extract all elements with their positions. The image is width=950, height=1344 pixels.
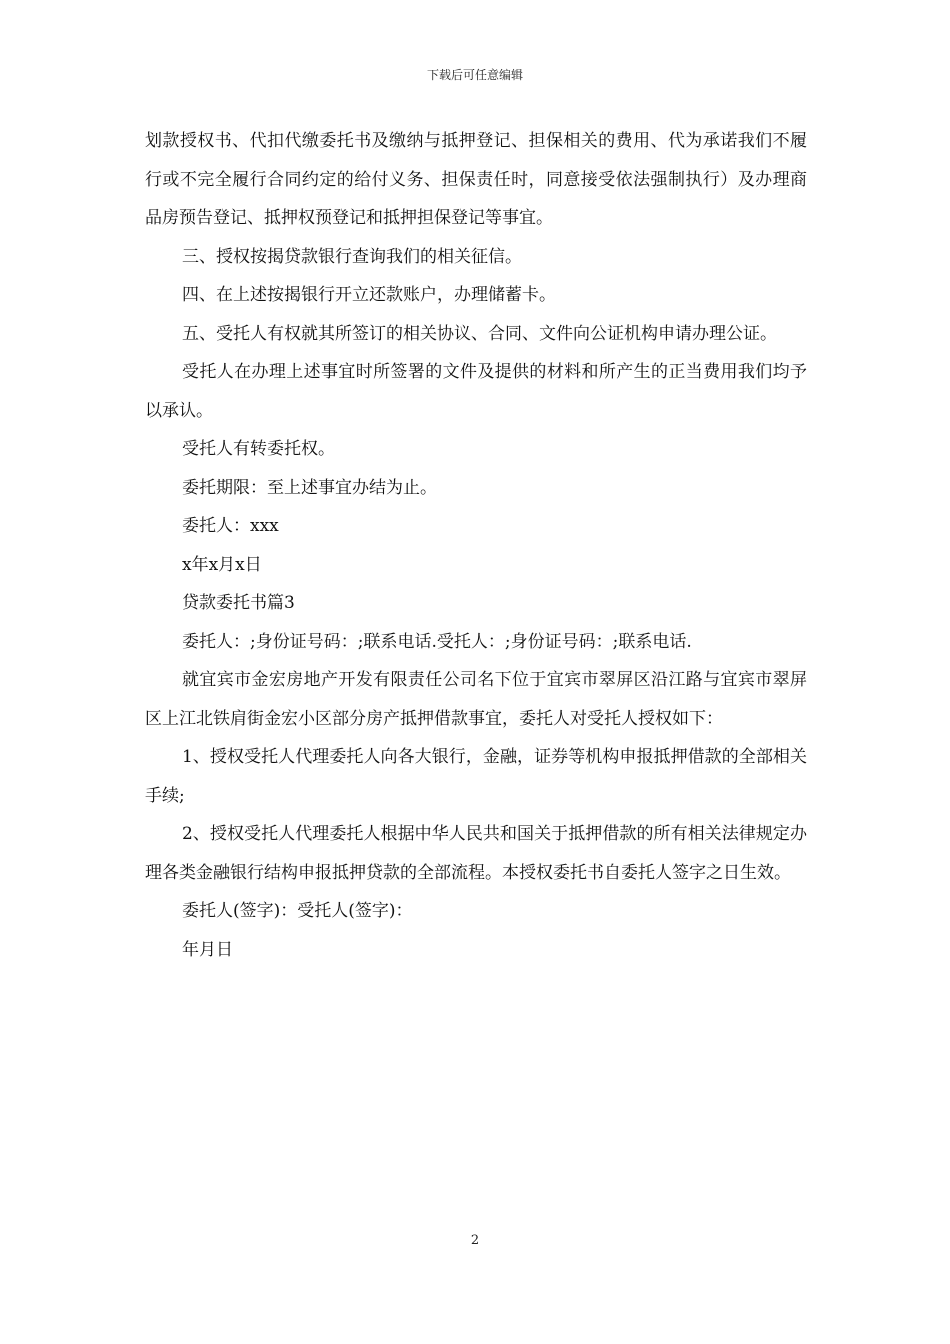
paragraph-matter: 就宜宾市金宏房地产开发有限责任公司名下位于宜宾市翠屏区沿江路与宜宾市翠屏区上江北铁肩街金宏小区部分房产抵押借款事宜，委托人对受托人授权如下： [145, 670, 807, 729]
paragraph-term: 委托期限：至上述事宜办结为止。 [182, 477, 437, 498]
paragraph-acknowledgement: 受托人在办理上述事宜时所签署的文件及提供的材料和所产生的正当费用我们均予以承认。 [145, 362, 807, 421]
page-header: 下载后可任意编辑 [426, 68, 523, 82]
paragraph-parties: 委托人：;身份证号码：;联系电话.受托人：;身份证号码：;联系电话. [182, 631, 692, 652]
paragraph-item-4: 四、在上述按揭银行开立还款账户，办理储蓄卡。 [182, 285, 556, 305]
paragraph-date: x年x月x日 [182, 554, 262, 575]
paragraph-sub-delegation: 受托人有转委托权。 [182, 439, 335, 459]
paragraph-item-3: 三、授权按揭贷款银行查询我们的相关征信。 [182, 246, 522, 267]
page-number: 2 [470, 1233, 480, 1248]
paragraph-clause-2: 2、授权受托人代理委托人根据中华人民共和国关于抵押借款的所有相关法律规定办理各类金融银行结构申报抵押贷款的全部流程。本授权委托书自委托人签字之日生效。 [145, 824, 807, 883]
paragraph-signatures: 委托人(签字)：受托人(签字)： [182, 901, 413, 921]
paragraph-principal: 委托人：xxx [182, 516, 279, 536]
document-body [145, 122, 807, 969]
paragraph-clause-1: 1、授权受托人代理委托人向各大银行，金融，证券等机构申报抵押借款的全部相关手续; [145, 747, 807, 806]
section-heading: 贷款委托书篇3 [182, 593, 295, 613]
paragraph-sign-date: 年月日 [182, 939, 233, 960]
paragraph-authorization-continued: 划款授权书、代扣代缴委托书及缴纳与抵押登记、担保相关的费用、代为承诺我们不履行或不完全履行合同约定的给付义务、担保责任时，同意接受依法强制执行）及办理商品房预告登记、抵押权预登记和抵押担保登记等事宜。 [145, 131, 807, 228]
paragraph-item-5: 五、受托人有权就其所签订的相关协议、合同、文件向公证机构申请办理公证。 [182, 323, 777, 344]
